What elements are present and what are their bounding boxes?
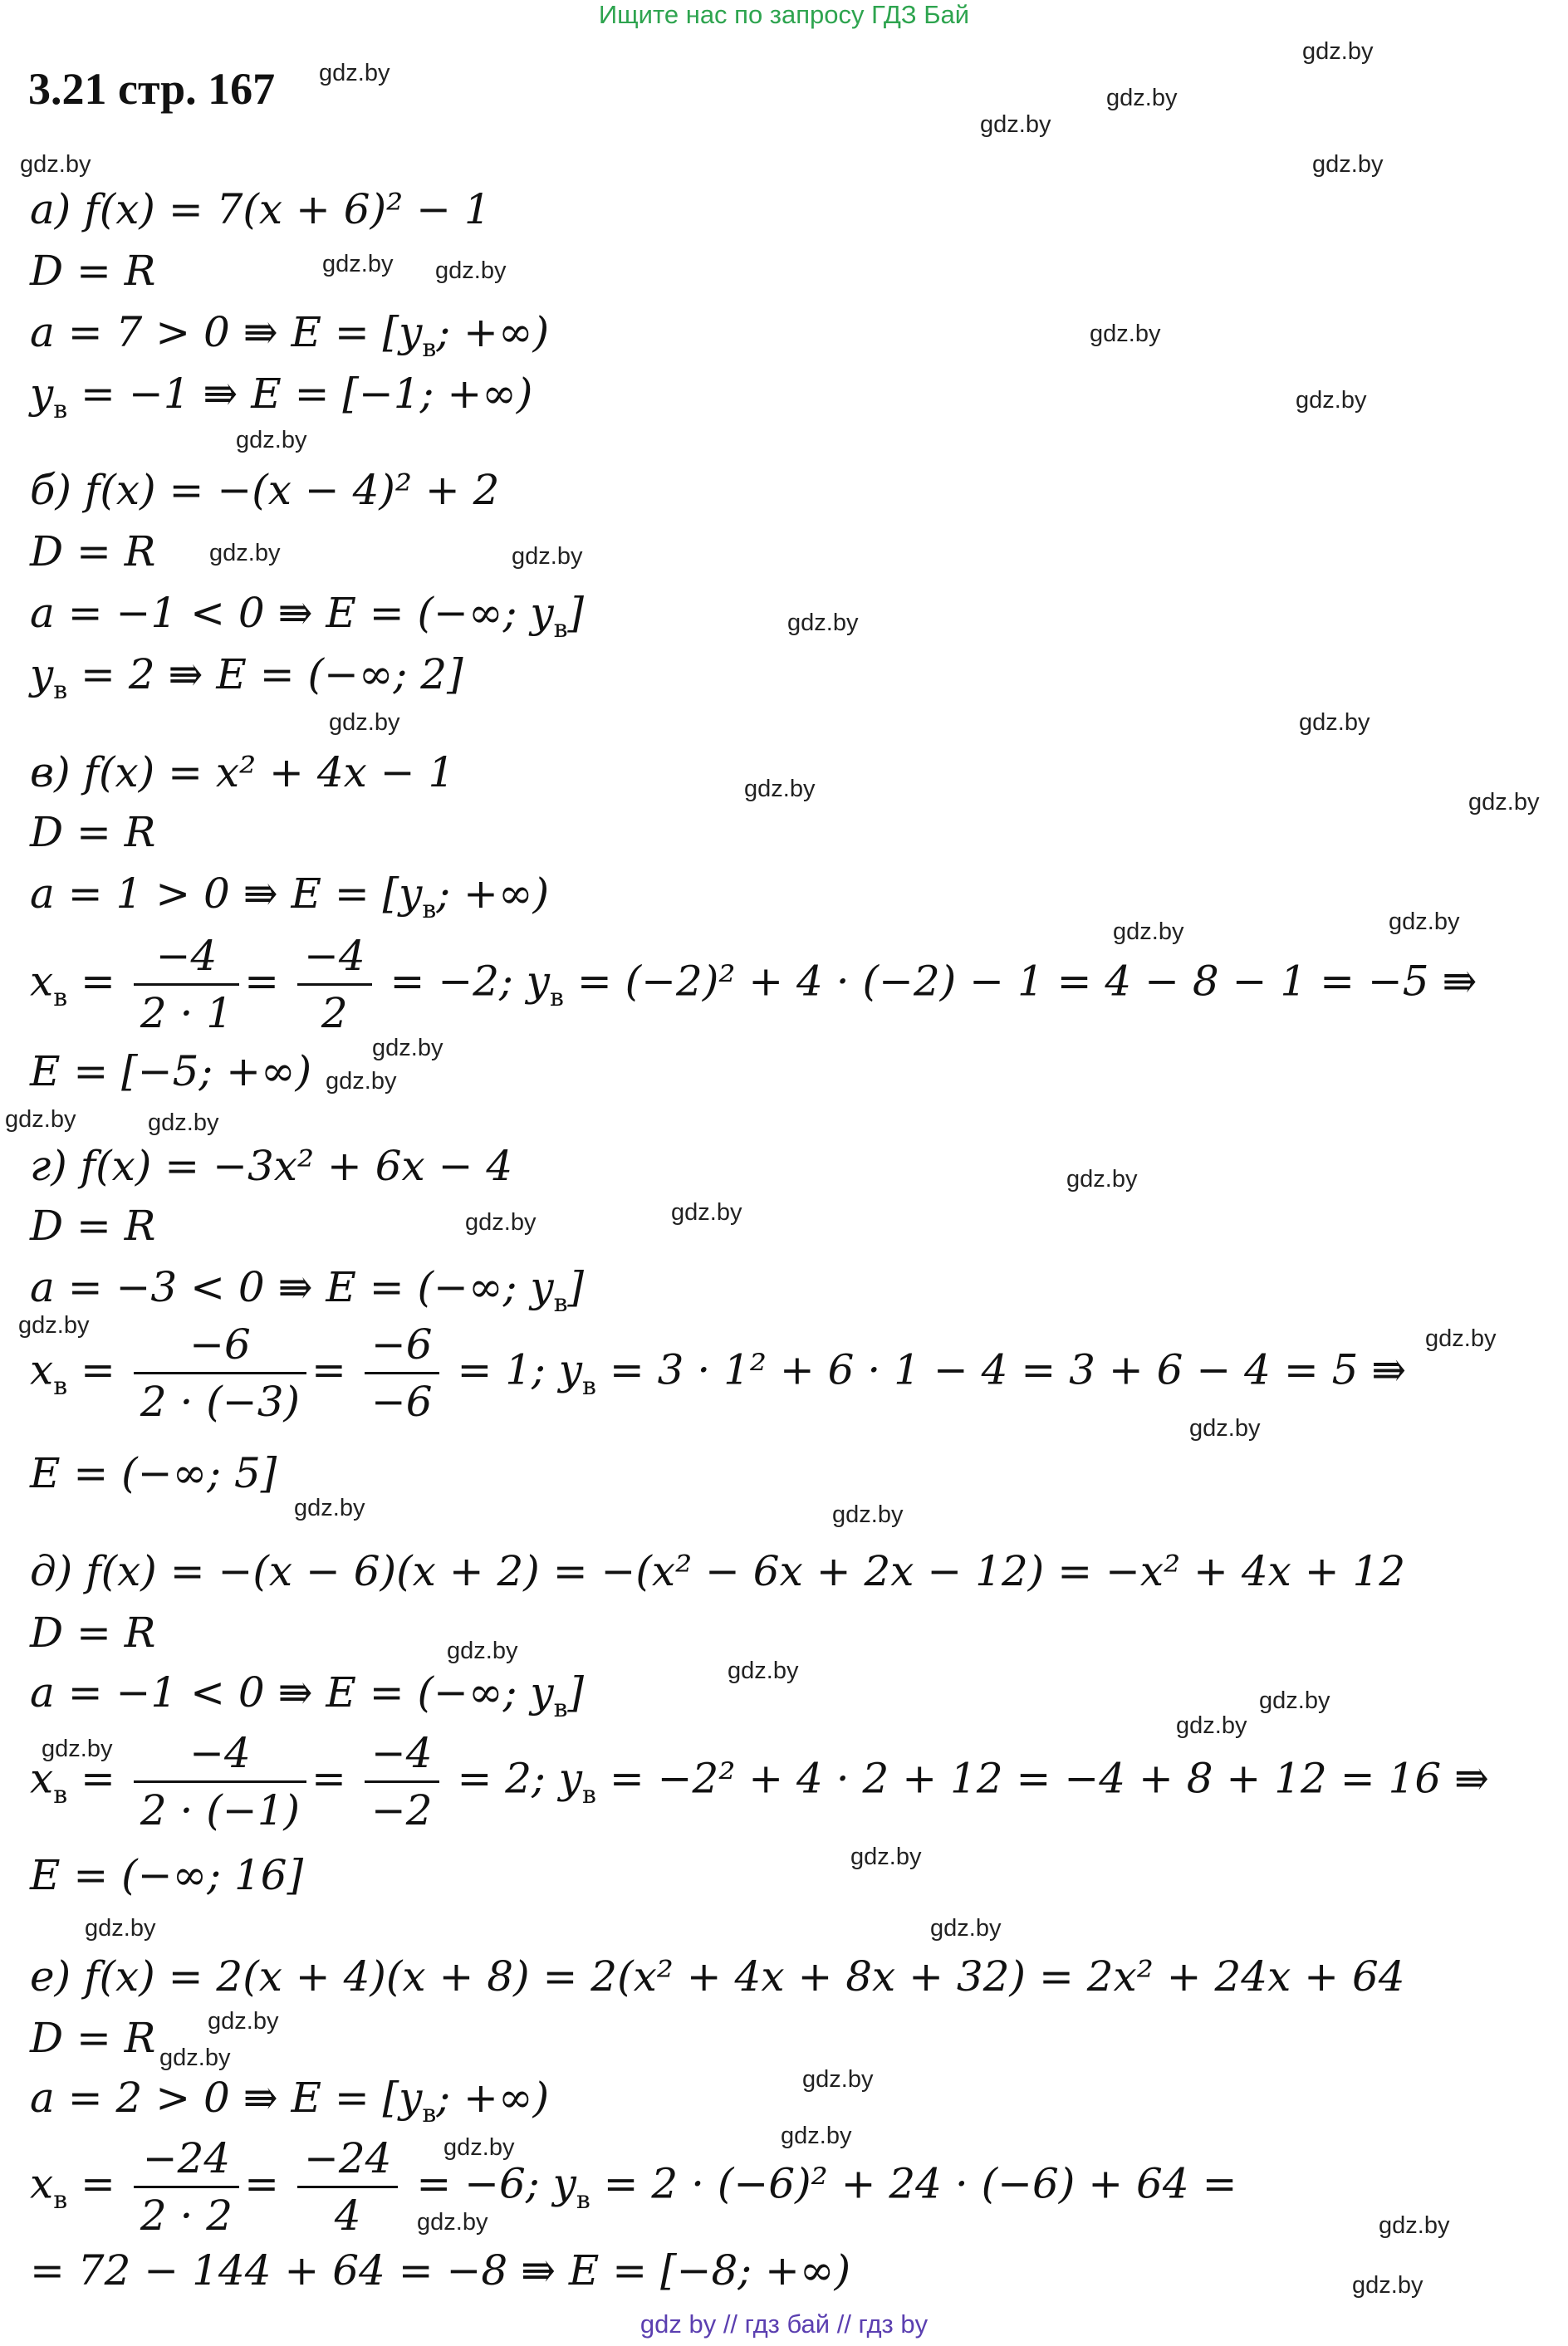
watermark: gdz.by <box>209 540 281 566</box>
part-e-range-rule: a = 2 > 0 ⇛ $E = [y_в$; +∞) <box>30 2074 550 2128</box>
part-e-range: = 72 − 144 + 64 = −8 ⇛ E = [−8; +∞) <box>30 2246 851 2295</box>
watermark: gdz.by <box>1468 789 1540 815</box>
part-b-function: б) f(x) = −(x − 4)² + 2 <box>30 466 500 514</box>
watermark: gdz.by <box>148 1109 219 1136</box>
watermark: gdz.by <box>832 1501 904 1528</box>
watermark: gdz.by <box>1090 321 1161 347</box>
watermark: gdz.by <box>236 427 307 453</box>
watermark: gdz.by <box>1296 387 1367 414</box>
watermark: gdz.by <box>1066 1166 1138 1193</box>
watermark: gdz.by <box>1299 709 1370 736</box>
watermark: gdz.by <box>20 151 91 178</box>
footer-links[interactable]: gdz by // гдз бай // гдз by <box>639 2309 929 2339</box>
part-d-vertex: $x_в$ = $\frac{-4}{2 \cdot (-1)}$ = $\frac{-4}{-2}$ = 2; $y_в = -2^2 + 4 \cdot 2 + 12 = -4 + 8 + 12 = 16$ ⇛ <box>30 1726 1489 1838</box>
watermark: gdz.by <box>159 2045 231 2071</box>
watermark: gdz.by <box>319 60 390 86</box>
part-a-domain: D = R <box>30 247 156 295</box>
watermark: gdz.by <box>728 1658 799 1684</box>
watermark: gdz.by <box>42 1736 113 1762</box>
page-title: 3.21 стр. 167 <box>28 64 276 114</box>
fraction: $\frac{-4}{-2}$ <box>365 1726 439 1838</box>
watermark: gdz.by <box>18 1312 90 1339</box>
part-g-domain: D = R <box>30 1202 156 1250</box>
part-g-range: E = (−∞; 5] <box>30 1449 277 1497</box>
watermark: gdz.by <box>443 2134 515 2161</box>
watermark: gdz.by <box>744 776 816 802</box>
watermark: gdz.by <box>1379 2212 1450 2239</box>
watermark: gdz.by <box>208 2008 279 2035</box>
part-v-domain: D = R <box>30 808 156 856</box>
watermark: gdz.by <box>980 111 1051 138</box>
part-b-range-rule: a = −1 < 0 ⇛ E = (−∞; $y_в$] <box>30 589 584 644</box>
watermark: gdz.by <box>802 2066 874 2093</box>
part-d-function: д) f(x) = −(x − 6)(x + 2) = −(x² − 6x + 2x − 12) = −x² + 4x + 12 <box>30 1547 1406 1595</box>
watermark: gdz.by <box>781 2123 852 2149</box>
watermark: gdz.by <box>671 1199 742 1226</box>
watermark: gdz.by <box>329 709 400 736</box>
fraction: $\frac{-4}{2 \cdot (-1)}$ <box>134 1726 306 1838</box>
watermark: gdz.by <box>372 1035 443 1061</box>
watermark: gdz.by <box>5 1106 76 1133</box>
watermark: gdz.by <box>435 257 507 284</box>
watermark: gdz.by <box>512 543 583 570</box>
watermark: gdz.by <box>1113 918 1184 945</box>
watermark: gdz.by <box>930 1915 1002 1942</box>
part-a-range: $y_в = -1$ ⇛ E = [−1; +∞) <box>30 370 533 424</box>
part-v-vertex: $x_в$ = $\frac{-4}{2 \cdot 1}$ = $\frac{-4}{2}$ = −2; $y_в = (-2)^2 + 4 \cdot (-2) - 1 = 4 - 8 - 1 = -5$ ⇛ <box>30 928 1477 1041</box>
watermark: gdz.by <box>787 610 859 636</box>
watermark: gdz.by <box>294 1495 365 1521</box>
watermark: gdz.by <box>465 1209 537 1236</box>
fraction: $\frac{-24}{4}$ <box>297 2131 399 2243</box>
watermark: gdz.by <box>850 1844 922 1870</box>
watermark: gdz.by <box>1106 85 1178 111</box>
part-v-range: E = [−5; +∞) <box>30 1047 312 1095</box>
watermark: gdz.by <box>1425 1325 1497 1352</box>
part-b-range: $y_в = 2$ ⇛ E = (−∞; 2] <box>30 650 463 705</box>
watermark: gdz.by <box>1189 1415 1261 1442</box>
watermark: gdz.by <box>1176 1712 1247 1739</box>
part-b-domain: D = R <box>30 527 156 575</box>
part-v-function: в) f(x) = x² + 4x − 1 <box>30 748 455 796</box>
part-d-range-rule: a = −1 < 0 ⇛ E = (−∞; $y_в$] <box>30 1668 584 1723</box>
watermark: gdz.by <box>417 2209 488 2236</box>
part-e-domain: D = R <box>30 2014 156 2062</box>
part-g-function: г) f(x) = −3x² + 6x − 4 <box>30 1142 513 1190</box>
part-a-range-rule: a = 7 > 0 ⇛ $E = [y_в$; +∞) <box>30 308 550 363</box>
part-v-range-rule: a = 1 > 0 ⇛ $E = [y_в$; +∞) <box>30 869 550 924</box>
watermark: gdz.by <box>1389 909 1460 935</box>
part-d-domain: D = R <box>30 1609 156 1657</box>
watermark: gdz.by <box>1312 151 1384 178</box>
watermark: gdz.by <box>447 1638 518 1664</box>
search-banner[interactable]: Ищите нас по запросу ГДЗ Бай <box>598 0 970 29</box>
fraction: $\frac{-4}{2 \cdot 1}$ <box>134 928 239 1041</box>
part-e-function: е) f(x) = 2(x + 4)(x + 8) = 2(x² + 4x + 8x + 32) = 2x² + 24x + 64 <box>30 1952 1405 2001</box>
watermark: gdz.by <box>326 1068 397 1095</box>
part-g-range-rule: a = −3 < 0 ⇛ E = (−∞; $y_в$] <box>30 1263 584 1318</box>
watermark: gdz.by <box>1352 2272 1423 2299</box>
fraction: $\frac{-4}{2}$ <box>297 928 372 1041</box>
watermark: gdz.by <box>85 1915 156 1942</box>
fraction: $\frac{-6}{2 \cdot (-3)}$ <box>134 1317 306 1429</box>
part-g-vertex: $x_в$ = $\frac{-6}{2 \cdot (-3)}$ = $\frac{-6}{-6}$ = 1; $y_в = 3 \cdot 1^2 + 6 \cdot 1 - 4 = 3 + 6 - 4 = 5$ ⇛ <box>30 1317 1406 1429</box>
part-e-vertex: $x_в$ = $\frac{-24}{2 \cdot 2}$ = $\frac{-24}{4}$ = −6; $y_в = 2 \cdot (-6)^2 + 24 \cdot (-6) + 64$ = <box>30 2131 1237 2243</box>
fraction: $\frac{-6}{-6}$ <box>365 1317 439 1429</box>
part-d-range: E = (−∞; 16] <box>30 1851 304 1899</box>
fraction: $\frac{-24}{2 \cdot 2}$ <box>134 2131 239 2243</box>
watermark: gdz.by <box>322 251 394 277</box>
watermark: gdz.by <box>1259 1687 1330 1714</box>
part-a-function: а) f(x) = 7(x + 6)² − 1 <box>30 185 491 233</box>
watermark: gdz.by <box>1302 38 1374 65</box>
